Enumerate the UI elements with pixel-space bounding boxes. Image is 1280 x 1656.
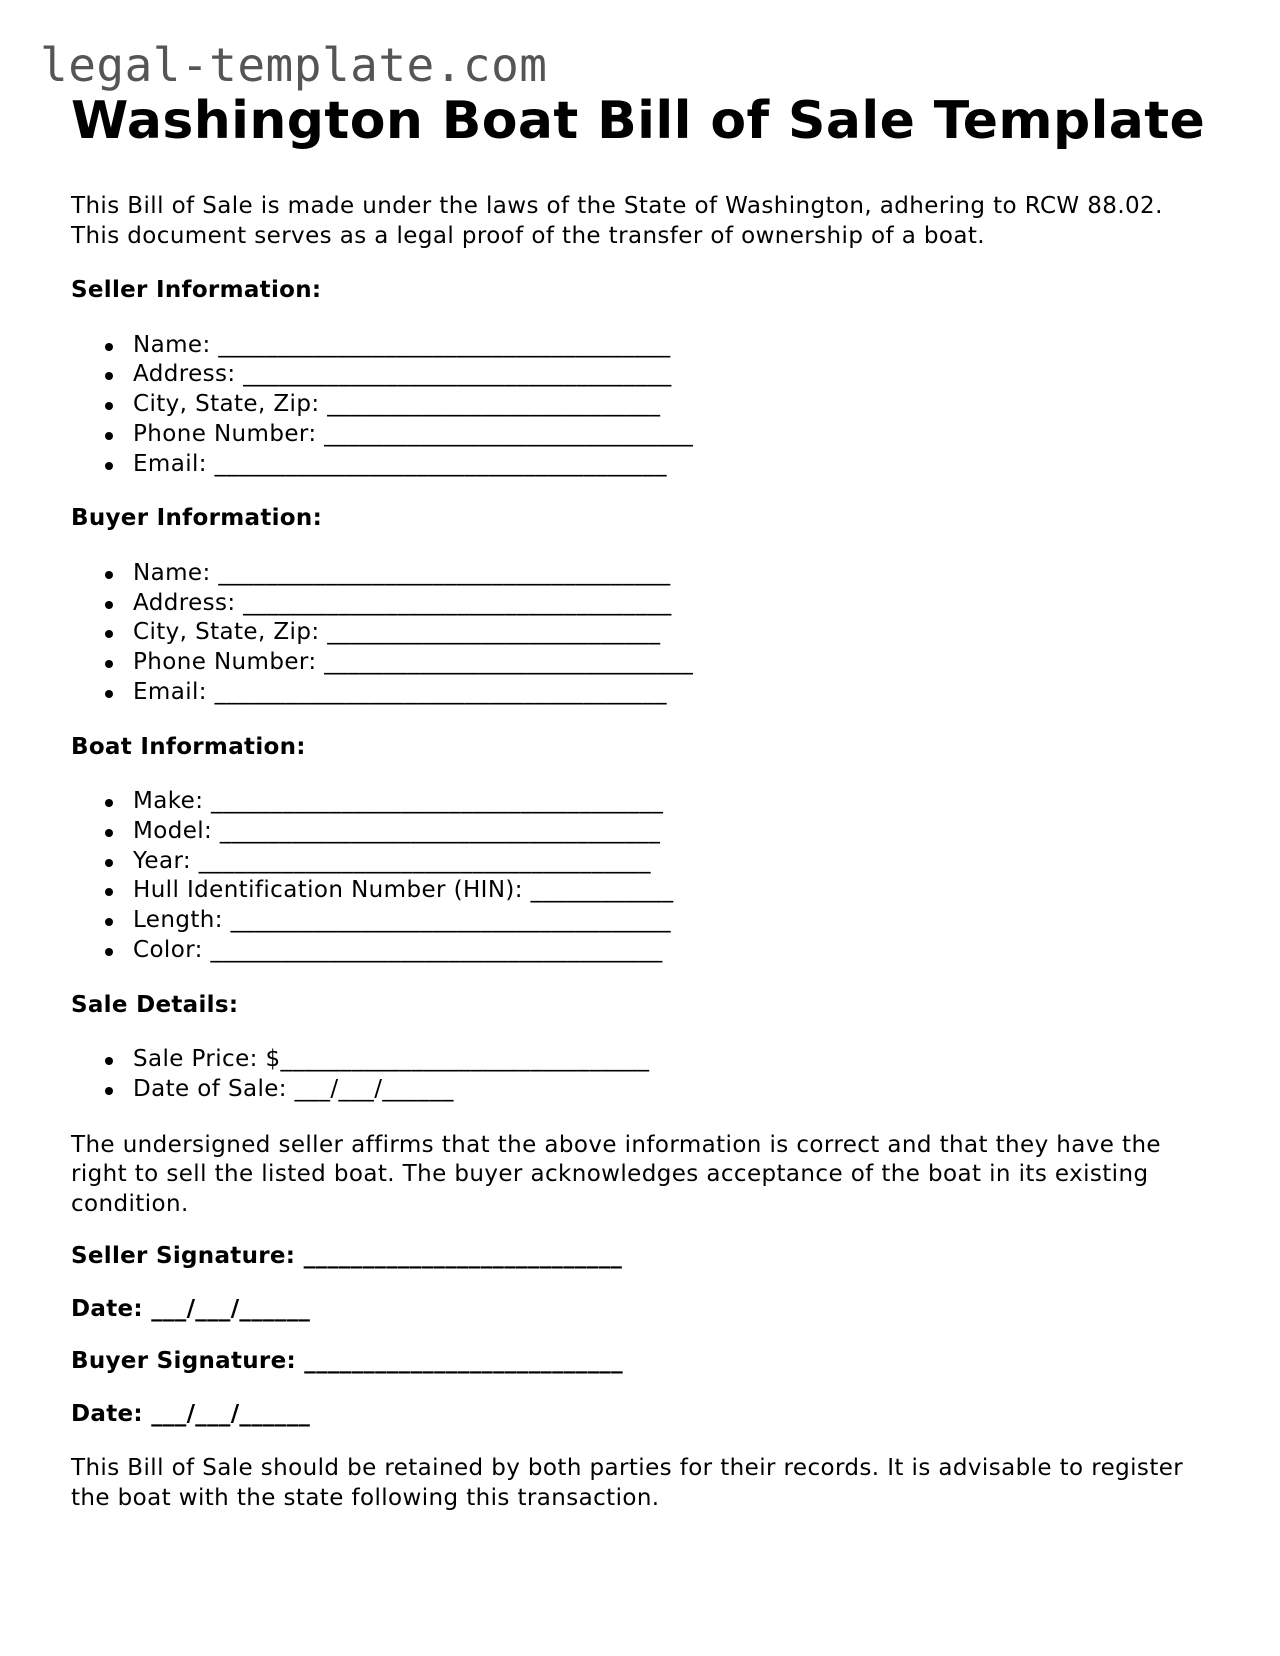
seller-phone-field[interactable]: Phone Number: _______________________________	[133, 420, 1221, 450]
buyer-fields	[71, 559, 1221, 708]
boat-fields	[71, 787, 1221, 966]
seller-address-field[interactable]: Address: ____________________________________	[133, 360, 1221, 390]
intro-paragraph: This Bill of Sale is made under the laws of the State of Washington, adhering to RCW 88.02. This document serves as a legal proof of the transfer of ownership of a boat.	[71, 193, 1163, 249]
sale-date-field[interactable]: Date of Sale: ___/___/______	[133, 1075, 1221, 1105]
boat-color-field[interactable]: Color: ______________________________________	[133, 936, 1221, 966]
seller-name-field[interactable]: Name: ______________________________________	[133, 331, 1221, 361]
seller-fields	[71, 331, 1221, 480]
affirmation-paragraph: The undersigned seller affirms that the above information is correct and that they have the right to sell the listed boat. The buyer acknowledges acceptance of the boat in its existing condition.	[71, 1131, 1161, 1217]
buyer-name-field[interactable]: Name: ______________________________________	[133, 559, 1221, 589]
seller-email-field[interactable]: Email: ______________________________________	[133, 450, 1221, 480]
seller-date-field[interactable]: Date: ___/___/______	[71, 1295, 311, 1322]
document-body	[71, 86, 1221, 1513]
buyer-email-field[interactable]: Email: ______________________________________	[133, 678, 1221, 708]
seller-heading: Seller Information:	[71, 277, 322, 303]
boat-length-field[interactable]: Length: _____________________________________	[133, 906, 1221, 936]
boat-model-field[interactable]: Model: _____________________________________	[133, 817, 1221, 847]
sale-heading: Sale Details:	[71, 991, 239, 1018]
boat-year-field[interactable]: Year: ______________________________________	[133, 847, 1221, 877]
sale-fields	[71, 1045, 1221, 1105]
buyer-city-state-zip-field[interactable]: City, State, Zip: ____________________________	[133, 618, 1221, 648]
boat-heading: Boat Information:	[71, 733, 306, 760]
boat-hin-field[interactable]: Hull Identification Number (HIN): ____________	[133, 876, 1221, 906]
buyer-address-field[interactable]: Address: ____________________________________	[133, 589, 1221, 619]
retention-note: This Bill of Sale should be retained by both parties for their records. It is advisable to register the boat with the state following this transaction.	[71, 1455, 1184, 1511]
buyer-heading: Buyer Information:	[71, 505, 323, 532]
buyer-date-field[interactable]: Date: ___/___/______	[71, 1400, 311, 1427]
buyer-signature-field[interactable]: Buyer Signature: ___________________________	[71, 1348, 623, 1374]
page-title: Washington Boat Bill of Sale Template	[71, 91, 1206, 151]
seller-city-state-zip-field[interactable]: City, State, Zip: ____________________________	[133, 390, 1221, 420]
boat-make-field[interactable]: Make: ______________________________________	[133, 787, 1221, 817]
watermark: legal-template.com	[40, 38, 548, 92]
sale-price-field[interactable]: Sale Price: $_______________________________	[133, 1045, 1221, 1075]
buyer-phone-field[interactable]: Phone Number: _______________________________	[133, 648, 1221, 678]
seller-signature-field[interactable]: Seller Signature: ___________________________	[71, 1243, 623, 1269]
